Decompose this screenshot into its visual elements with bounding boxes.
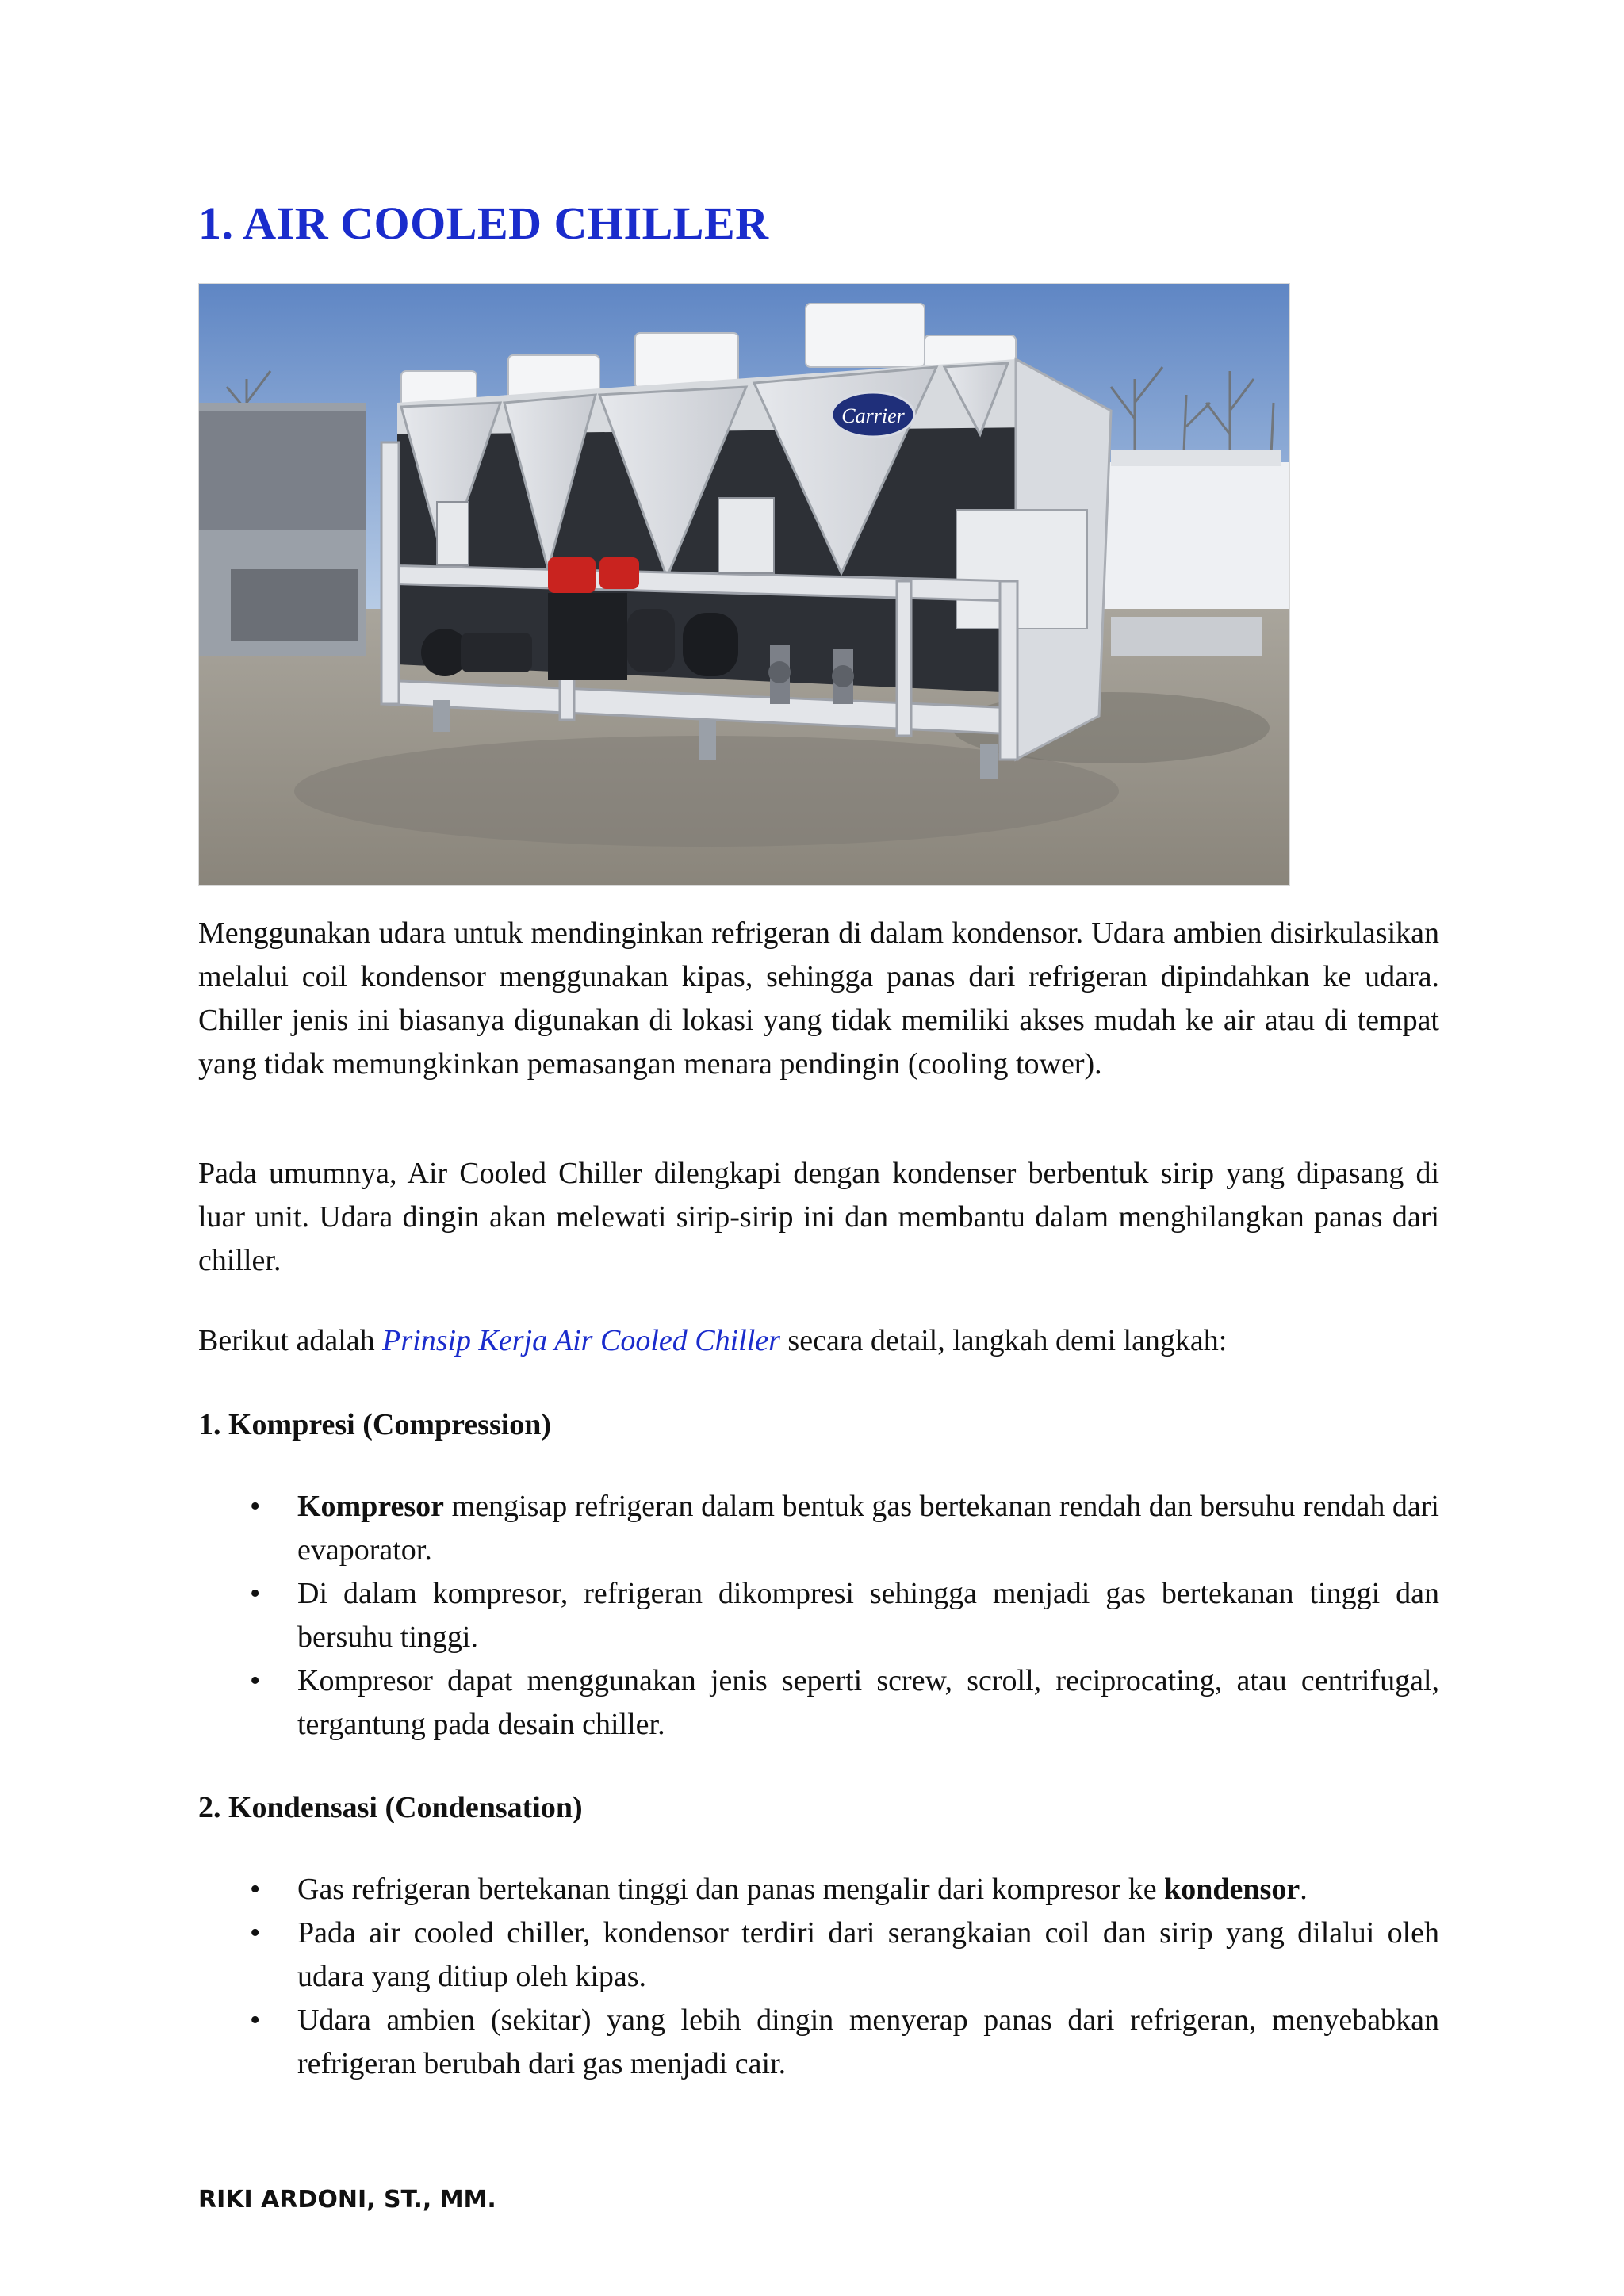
- list-item: [198, 1999, 1439, 2086]
- bullet-icon: •: [250, 1490, 261, 1523]
- list-item-text: Gas refrigeran bertekanan tinggi dan panas mengalir dari kompresor ke: [297, 1873, 1165, 1906]
- list-item-text: Di dalam kompresor, refrigeran dikompresi sehingga menjadi gas bertekanan tinggi dan bersuhu tinggi.: [297, 1577, 1439, 1654]
- compression-list: [198, 1485, 1439, 1747]
- paragraph-principle: [198, 1319, 1439, 1363]
- bullet-icon: •: [250, 1916, 261, 1950]
- page-footer-author: RIKI ARDONI, ST., MM.: [198, 2186, 496, 2214]
- list-item: [198, 1868, 1439, 1911]
- principle-text-after: secara detail, langkah demi langkah:: [779, 1324, 1228, 1357]
- principle-text-before: Berikut adalah: [198, 1324, 383, 1357]
- principle-link[interactable]: Prinsip Kerja Air Cooled Chiller: [382, 1324, 780, 1357]
- bullet-icon: •: [250, 1577, 261, 1610]
- chiller-illustration: [199, 284, 1289, 885]
- list-item-text: mengisap refrigeran dalam bentuk gas bertekanan rendah dan bersuhu rendah dari evaporator.: [297, 1490, 1439, 1567]
- list-item: [198, 1659, 1439, 1747]
- section-condensation-heading: 2. Kondensasi (Condensation): [198, 1791, 583, 1824]
- list-item: [198, 1485, 1439, 1572]
- bullet-icon: •: [250, 1873, 261, 1906]
- section-compression-heading: 1. Kompresi (Compression): [198, 1408, 552, 1441]
- list-item: [198, 1911, 1439, 1999]
- term-kompresor: Kompresor: [297, 1490, 445, 1523]
- term-kondensor: kondensor: [1164, 1873, 1300, 1906]
- list-item-text: Pada air cooled chiller, kondensor terdiri dari serangkaian coil dan sirip yang dilalui oleh udara yang ditiup oleh kipas.: [297, 1916, 1439, 1993]
- logo-text: Carrier: [841, 404, 905, 427]
- bullet-icon: •: [250, 1664, 261, 1697]
- paragraph-intro: Menggunakan udara untuk mendinginkan refrigeran di dalam kondensor. Udara ambien disirkulasikan melalui coil kondensor menggunakan kipas, sehingga panas dari refrigeran dipindahkan ke udara. Chiller jenis ini biasanya digunakan di lokasi yang tidak memiliki akses mudah ke air atau di tempat yang tidak memungkinkan pemasangan menara pendingin (cooling tower).: [198, 916, 1439, 1081]
- condensation-list: [198, 1868, 1439, 2086]
- paragraph-fins: Pada umumnya, Air Cooled Chiller dilengkapi dengan kondenser berbentuk sirip yang dipasang di luar unit. Udara dingin akan melewati sirip-sirip ini dan membantu dalam menghilangkan panas dari chiller.: [198, 1157, 1439, 1277]
- bullet-icon: •: [250, 2003, 261, 2037]
- chiller-photo: [198, 283, 1290, 886]
- list-item: [198, 1572, 1439, 1659]
- list-item-text: Udara ambien (sekitar) yang lebih dingin menyerap panas dari refrigeran, menyebabkan refrigeran berubah dari gas menjadi cair.: [297, 2003, 1439, 2080]
- page-title: 1. AIR COOLED CHILLER: [198, 197, 769, 249]
- list-item-text: Kompresor dapat menggunakan jenis seperti screw, scroll, reciprocating, atau centrifugal, tergantung pada desain chiller.: [297, 1664, 1439, 1741]
- list-item-text-end: .: [1300, 1873, 1308, 1906]
